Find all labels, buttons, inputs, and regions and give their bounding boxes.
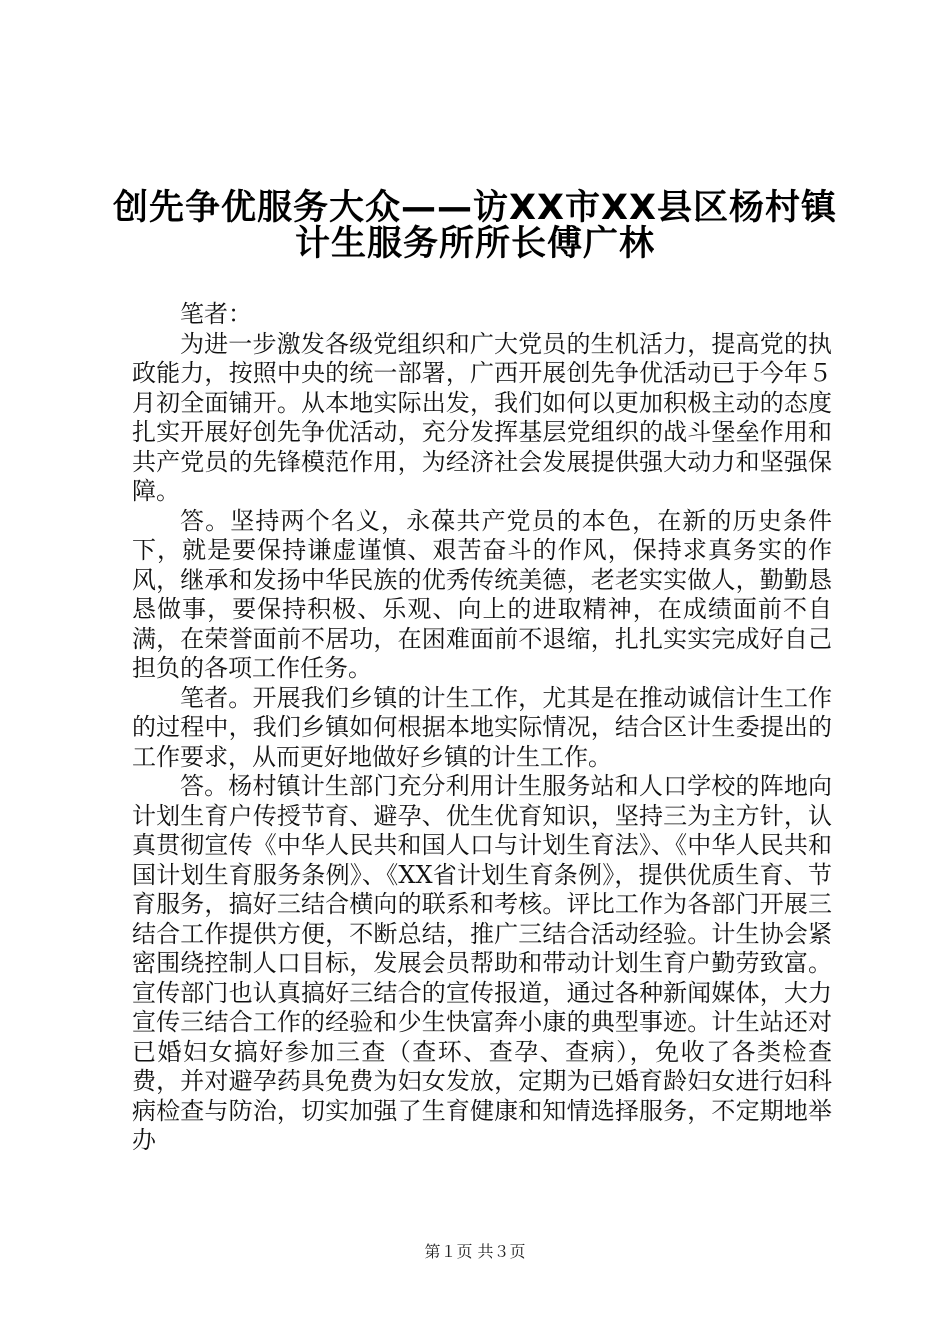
paragraph-question-1: 为进一步激发各级党组织和广大党员的生机活力，提高党的执政能力，按照中央的统一部署，广西开展创先争优活动已于今年５月初全面铺开。从本地实际出发，我们如何以更加积极主动的态度扎实开展好创先争优活动，充分发挥基层党组织的战斗堡垒作用和共产党员的先锋模范作用，为经济社会发展提供强大动力和坚强保障。 — [132, 329, 832, 505]
document-body — [132, 300, 832, 1156]
page-footer: 第１页 共３页 — [424, 1242, 526, 1261]
paragraph-question-2: 笔者。开展我们乡镇的计生工作，尤其是在推动诚信计生工作的过程中，我们乡镇如何根据本地实际情况，结合区计生委提出的工作要求，从而更好地做好乡镇的计生工作。 — [132, 683, 832, 771]
document-title-line-1: 创先争优服务大众——访XX市XX县区杨村镇 — [113, 188, 837, 228]
paragraph-interviewer-intro: 笔者： — [180, 300, 252, 328]
paragraph-answer-2: 答。杨村镇计生部门充分利用计生服务站和人口学校的阵地向计划生育户传授节育、避孕、优生优育知识，坚持三为主方针，认真贯彻宣传《中华人民共和国人口与计划生育法》、《中华人民共和国计划生育服务条例》、《XX省计划生育条例》，提供优质生育、节育服务，搞好三结合横向的联系和考核。评比工作为各部门开展三结合工作提供方便，不断总结，推广三结合活动经验。计生协会紧密围绕控制人口目标，发展会员帮助和带动计划生育户勤劳致富。宣传部门也认真搞好三结合的宣传报道，通过各种新闻媒体，大力宣传三结合工作的经验和少生快富奔小康的典型事迹。计生站还对已婚妇女搞好参加三查（查环、查孕、查病），免收了各类检查费，并对避孕药具免费为妇女发放，定期为已婚育龄妇女进行妇科病检查与防治，切实加强了生育健康和知情选择服务，不定期地举办 — [132, 772, 832, 1154]
document-title-line-2: 计生服务所所长傅广林 — [294, 224, 655, 264]
paragraph-answer-1: 答。坚持两个名义，永葆共产党员的本色，在新的历史条件下，就是要保持谦虚谨慎、艰苦奋斗的作风，保持求真务实的作风，继承和发扬中华民族的优秀传统美德，老老实实做人，勤勤恳恳做事，要保持积极、乐观、向上的进取精神，在成绩面前不自满，在荣誉面前不居功，在困难面前不退缩，扎扎实实完成好自己担负的各项工作任务。 — [132, 506, 832, 682]
